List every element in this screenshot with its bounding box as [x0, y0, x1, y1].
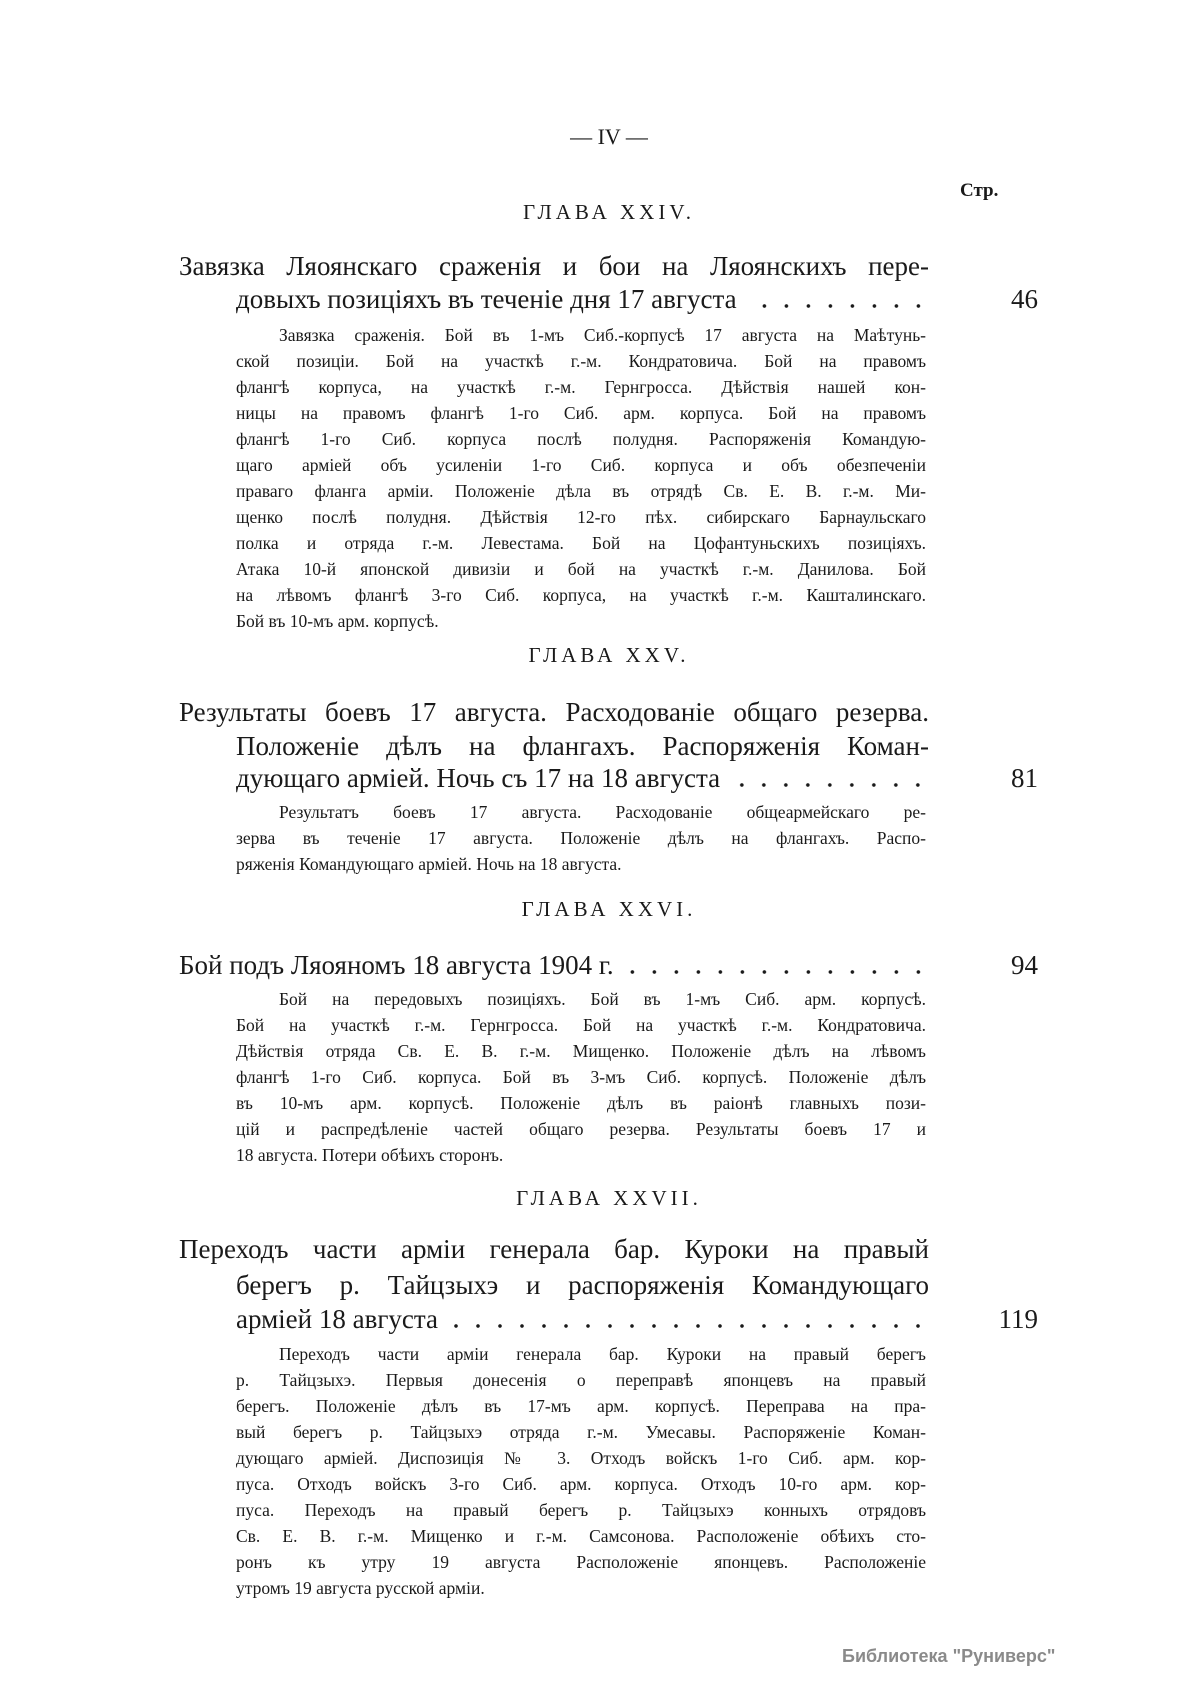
chapter-summary-line: Дѣйствія отряда Св. Е. В. г.-м. Мищенко. Положеніе дѣлъ на лѣвомъ: [236, 1041, 926, 1061]
chapter-page-number: 94: [1011, 950, 1038, 980]
chapter-summary-line: флангѣ корпуса, на участкѣ г.-м. Гернгросса. Дѣйствія нашей кон-: [236, 377, 926, 397]
dot-leader: [730, 783, 929, 787]
chapter-title-text: арміей 18 августа: [236, 1304, 438, 1334]
chapter-summary-line: 18 августа. Потери обѣихъ сторонъ.: [236, 1145, 504, 1165]
chapter-summary-line: р. Тайцзыхэ. Первыя донесенія о переправѣ японцевъ на правый: [236, 1370, 926, 1390]
chapter-summary-line: ряженія Командующаго арміей. Ночь на 18 августа.: [236, 854, 622, 874]
chapter-summary-line: пуса. Переходъ на правый берегъ р. Тайцзыхэ конныхъ отрядовъ: [236, 1500, 926, 1520]
library-watermark: Библиотека "Руниверс": [842, 1646, 1056, 1666]
chapter-title-text: дующаго арміей. Ночь съ 17 на 18 августа: [236, 763, 721, 793]
chapter-summary-line: Бой на передовыхъ позиціяхъ. Бой въ 1-мъ Сиб. арм. корпусѣ.: [279, 989, 926, 1009]
chapter-heading: ГЛАВА XXIV.: [522, 200, 696, 224]
chapter-summary-line: пуса. Отходъ войскъ 3-го Сиб. арм. корпуса. Отходъ 10-го арм. кор-: [236, 1474, 926, 1494]
dot-leader: [747, 304, 929, 308]
chapter-summary-line: Переходъ части арміи генерала бар. Куроки на правый берегъ: [279, 1344, 926, 1364]
page-number: — IV —: [570, 124, 648, 149]
chapter-summary-line: ницы на правомъ флангѣ 1-го Сиб. арм. корпуса. Бой на правомъ: [236, 403, 926, 423]
chapter-summary-line: цій и распредѣленіе частей общаго резерва. Результаты боевъ 17 и: [236, 1119, 926, 1139]
chapter-summary-line: праваго фланга арміи. Положеніе дѣла въ отрядѣ Св. Е. В. г.-м. Ми-: [236, 481, 926, 501]
chapter-page-number: 119: [998, 1304, 1038, 1334]
chapter-summary-line: щаго арміей объ усиленіи 1-го Сиб. корпуса и объ обезпеченіи: [236, 455, 926, 475]
chapter-summary-line: берегъ. Положеніе дѣлъ въ 17-мъ арм. корпусѣ. Переправа на пра-: [236, 1396, 926, 1416]
chapter-title-line: Результаты боевъ 17 августа. Расходованіе общаго резерва.: [179, 697, 929, 727]
chapter-summary-line: флангѣ 1-го Сиб. корпуса. Бой въ 3-мъ Сиб. корпусѣ. Положеніе дѣлъ: [236, 1067, 926, 1087]
chapter-heading: ГЛАВА XXVII.: [516, 1186, 702, 1210]
chapter-summary-line: вый берегъ р. Тайцзыхэ отряда г.-м. Умесавы. Распоряженіе Коман-: [236, 1422, 926, 1442]
page-column-label: Стр.: [960, 180, 999, 201]
chapter-summary-line: Бой въ 10-мъ арм. корпусѣ.: [236, 611, 439, 631]
chapter-summary-line: Атака 10-й японской дивизіи и бой на участкѣ г.-м. Данилова. Бой: [236, 559, 926, 579]
chapter-summary-line: флангѣ 1-го Сиб. корпуса послѣ полудня. Распоряженія Командую-: [236, 429, 926, 449]
chapter-title-line: Завязка Ляоянскаго сраженія и бои на Ляоянскихъ пере-: [179, 251, 929, 281]
chapter-title-line: [236, 282, 929, 316]
chapter-title-text: Бой подъ Ляояномъ 18 августа 1904 г.: [179, 950, 614, 980]
chapter-summary-line: ской позиціи. Бой на участкѣ г.-м. Кондратовича. Бой на правомъ: [236, 351, 926, 371]
chapter-summary-line: зерва въ теченіе 17 августа. Положеніе дѣлъ на флангахъ. Распо-: [236, 828, 926, 848]
chapter-summary-line: въ 10-мъ арм. корпусѣ. Положеніе дѣлъ въ раіонѣ главныхъ пози-: [236, 1093, 926, 1113]
chapter-heading: ГЛАВА XXV.: [528, 643, 690, 667]
chapter-title-line: [236, 1302, 929, 1336]
chapter-page-number: 81: [1011, 763, 1038, 793]
chapter-summary-line: Св. Е. В. г.-м. Мищенко и г.-м. Самсонова. Расположеніе обѣихъ сто-: [236, 1526, 926, 1546]
chapter-title-line: Переходъ части арміи генерала бар. Куроки на правый: [179, 1234, 929, 1264]
chapter-summary-line: на лѣвомъ флангѣ 3-го Сиб. корпуса, на участкѣ г.-м. Кашталинскаго.: [236, 585, 926, 605]
chapter-summary-line: щенко послѣ полудня. Дѣйствія 12-го пѣх. сибирскаго Барнаульскаго: [236, 507, 926, 527]
chapter-summary-line: полка и отряда г.-м. Левестама. Бой на Цофантуньскихъ позиціяхъ.: [236, 533, 926, 553]
chapter-summary-line: ронъ къ утру 19 августа Расположеніе японцевъ. Расположеніе: [236, 1552, 926, 1572]
chapter-title-line: [179, 948, 929, 982]
chapter-summary-line: Бой на участкѣ г.-м. Гернгросса. Бой на участкѣ г.-м. Кондратовича.: [236, 1015, 926, 1035]
chapter-heading: ГЛАВА XXVI.: [521, 897, 697, 921]
chapter-page-number: 46: [1011, 284, 1038, 314]
chapter-title-text: довыхъ позиціяхъ въ теченіе дня 17 августа: [236, 284, 737, 314]
dot-leader: [448, 1324, 929, 1328]
chapter-summary-line: дующаго арміей. Диспозиція № 3. Отходъ войскъ 1-го Сиб. арм. кор-: [236, 1448, 926, 1468]
chapter-title-line: Положеніе дѣлъ на флангахъ. Распоряженія Коман-: [236, 731, 929, 761]
chapter-summary-line: Завязка сраженія. Бой въ 1-мъ Сиб.-корпусѣ 17 августа на Маѣтунь-: [279, 325, 926, 345]
chapter-summary-line: Результатъ боевъ 17 августа. Расходованіе общеармейскаго ре-: [279, 802, 926, 822]
dot-leader: [624, 970, 929, 974]
chapter-title-line: [236, 761, 929, 795]
chapter-summary-line: утромъ 19 августа русской арміи.: [236, 1578, 485, 1598]
chapter-title-line: берегъ р. Тайцзыхэ и распоряженія Командующаго: [236, 1270, 929, 1300]
